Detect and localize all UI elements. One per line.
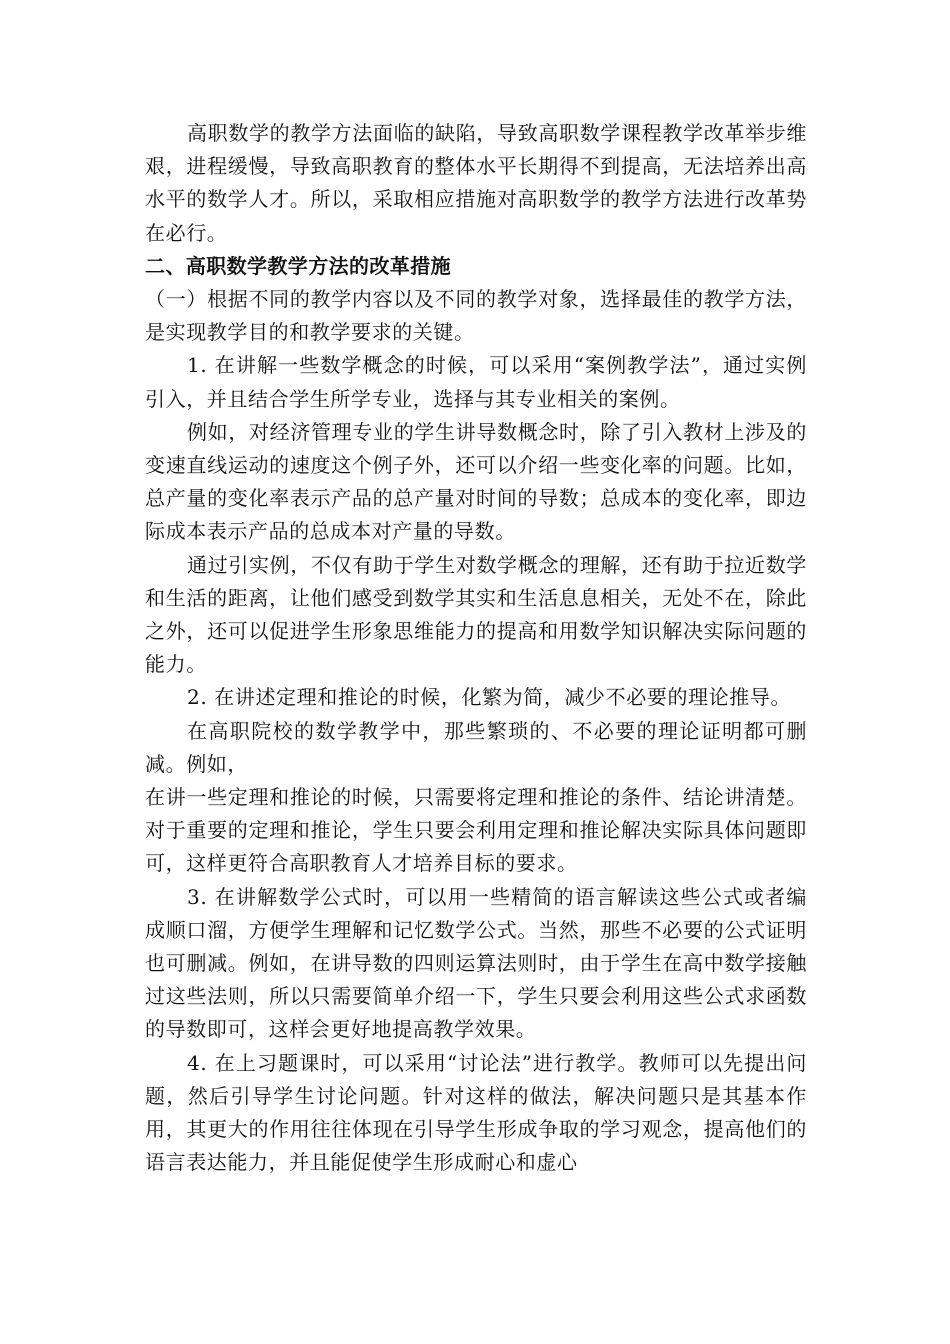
section-heading: 二、高职数学教学方法的改革措施 [145, 253, 451, 278]
paragraph-example-1: 例如，对经济管理专业的学生讲导数概念时，除了引入教材上涉及的变速直线运动的速度这个例子外，还可以介绍一些变化率的问题。比如，总产量的变化率表示产品的总产量对时间的导数；总成本的变化率，即边际成本表示产品的总成本对产量的导数。 [145, 419, 807, 544]
paragraph-theorem-note: 在讲一些定理和推论的时候，只需要将定理和推论的条件、结论讲清楚。对于重要的定理和推论，学生只要会利用定理和推论解决实际具体问题即可，这样更符合高职教育人才培养目标的要求。 [145, 785, 807, 876]
document-body [145, 117, 807, 1180]
paragraph-intro: 高职数学的教学方法面临的缺陷，导致高职数学课程教学改革举步维艰，进程缓慢，导致高职教育的整体水平长期得不到提高，无法培养出高水平的数学人才。所以，采取相应措施对高职数学的教学方法进行改革势在必行。 [145, 121, 807, 245]
paragraph-item-2: 2. 在讲述定理和推论的时候，化繁为简，减少不必要的理论推导。 [187, 685, 792, 710]
paragraph-benefit: 通过引实例，不仅有助于学生对数学概念的理解，还有助于拉近数学和生活的距离，让他们感受到数学其实和生活息息相关，无处不在，除此之外，还可以促进学生形象思维能力的提高和用数学知识解决实际问题的能力。 [145, 552, 807, 677]
paragraph-item-1: 1. 在讲解一些数学概念的时候，可以采用“案例教学法”，通过实例引入，并且结合学生所学专业，选择与其专业相关的案例。 [145, 353, 807, 411]
paragraph-proof-removal: 在高职院校的数学教学中，那些繁琐的、不必要的理论证明都可删减。例如， [145, 718, 807, 776]
subsection-heading: （一）根据不同的教学内容以及不同的教学对象，选择最佳的教学方法，是实现教学目的和教学要求的关键。 [145, 287, 807, 345]
paragraph-item-4: 4. 在上习题课时，可以采用“讨论法”进行教学。教师可以先提出问题，然后引导学生讨论问题。针对这样的做法，解决问题只是其基本作用，其更大的作用往往体现在引导学生形成争取的学习观念，提高他们的语言表达能力，并且能促使学生形成耐心和虚心 [145, 1050, 807, 1175]
paragraph-item-3: 3. 在讲解数学公式时，可以用一些精简的语言解读这些公式或者编成顺口溜，方便学生理解和记忆数学公式。当然，那些不必要的公式证明也可删减。例如，在讲导数的四则运算法则时，由于学生在高中数学接触过这些法则，所以只需要简单介绍一下，学生只要会利用这些公式求函数的导数即可，这样会更好地提高教学效果。 [145, 884, 807, 1042]
